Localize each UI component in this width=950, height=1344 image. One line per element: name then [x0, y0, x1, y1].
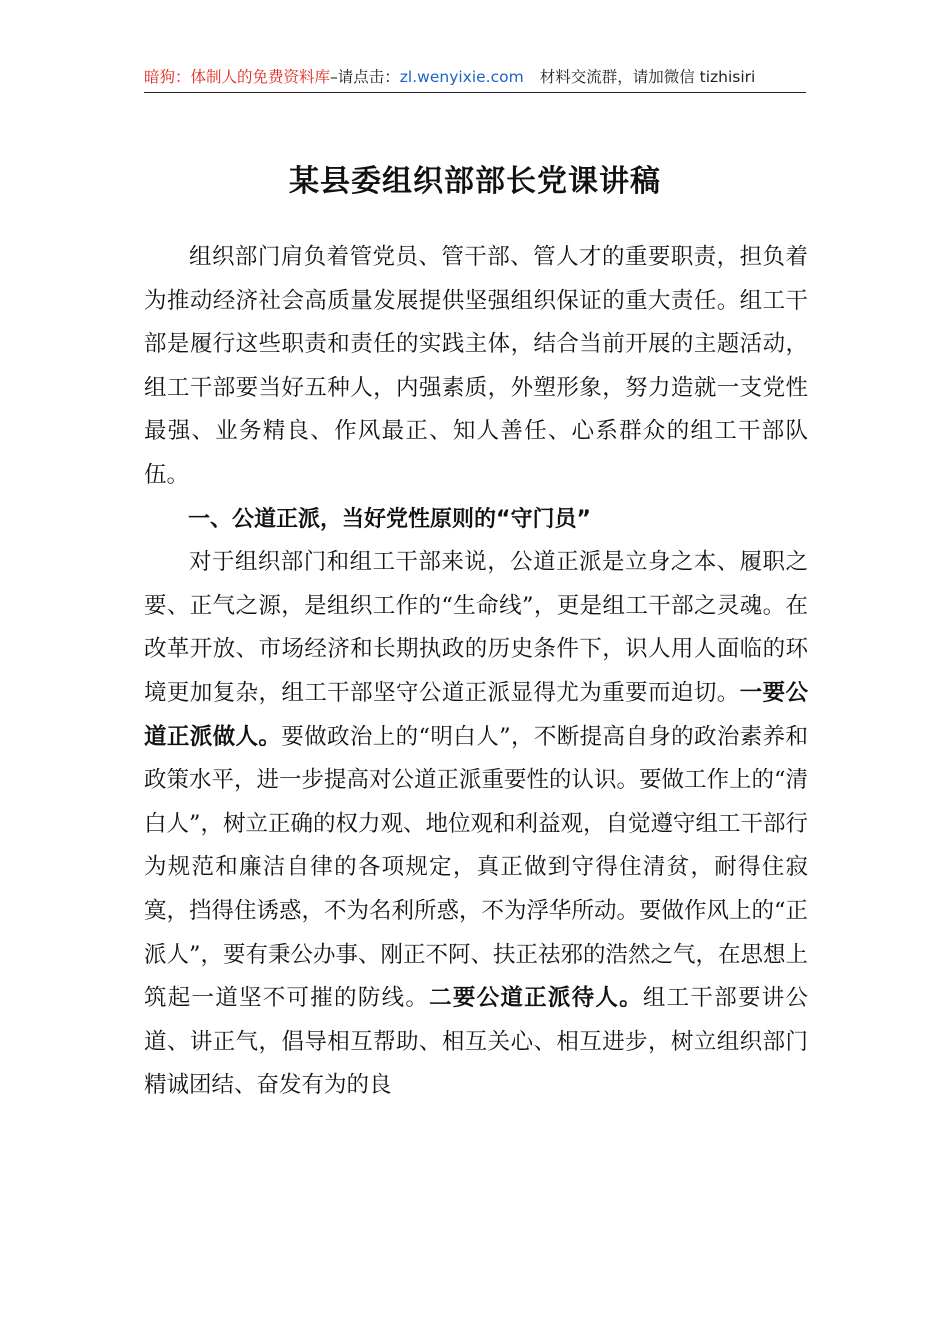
header-brand: 暗狗：体制人的免费资料库: [144, 68, 331, 86]
bold-point-2: 二要公道正派待人。: [429, 985, 643, 1012]
header-click-prefix: –请点击：: [330, 68, 400, 86]
section-text-b: 要做政治上的“明白人”，不断提高自身的政治素养和政策水平，进一步提高对公道正派重要性的认识。要做工作上的“清白人”，树立正确的权力观、地位观和利益观，自觉遵守组工干部行为规范和廉洁自律的各项规定，真正做到守得住清贫，耐得住寂寞，挡得住诱惑，不为名利所惑，不为浮华所动。要做作风上的“正派人”，要有秉公办事、刚正不阿、扶正祛邪的浩然之气，在思想上筑起一道坚不可摧的防线。: [144, 723, 809, 1012]
intro-paragraph: 组织部门肩负着管党员、管干部、管人才的重要职责，担负着为推动经济社会高质量发展提供坚强组织保证的重大责任。组工干部是履行这些职责和责任的实践主体，结合当前开展的主题活动，组工干部要当好五种人，内强素质，外塑形象，努力造就一支党性最强、业务精良、作风最正、知人善任、心系群众的组工干部队伍。: [144, 244, 808, 488]
section-heading: 一、公道正派，当好党性原则的“守门员”: [188, 506, 591, 532]
section-paragraph: [144, 541, 808, 1108]
header-wechat-note: 材料交流群，请加微信 tizhisiri: [539, 68, 756, 86]
page-header: [144, 62, 806, 93]
section-text-a: 对于组织部门和组工干部来说，公道正派是立身之本、履职之要、正气之源，是组织工作的“生命线”，更是组工干部之灵魂。在改革开放、市场经济和长期执政的历史条件下，识人用人面临的环境更加复杂，组工干部坚守公道正派显得尤为重要而迫切。: [144, 549, 808, 706]
bold-point-1: 一要公道正派做人。: [144, 679, 808, 750]
section-text-c: 组工干部要讲公道、讲正气，倡导相互帮助、相互关心、相互进步，树立组织部门精诚团结、奋发有为的良: [144, 985, 808, 1099]
document-title: 某县委组织部部长党课讲稿: [289, 164, 661, 199]
header-url-link[interactable]: zl.wenyixie.com: [399, 68, 524, 86]
document-body: [144, 236, 808, 1108]
